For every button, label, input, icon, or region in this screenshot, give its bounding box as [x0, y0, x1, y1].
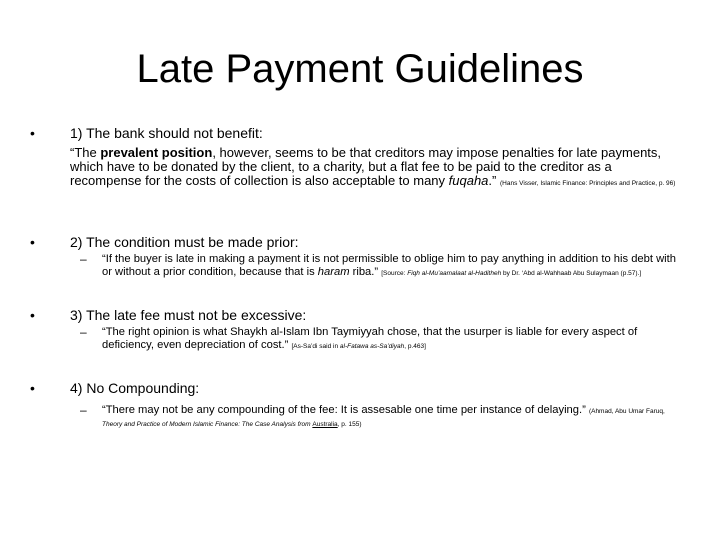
bullet: • — [30, 125, 35, 141]
point-2-citation: [Source: Fiqh al-Mu’aamalaat al-Haditheh by Dr. ‘Abd al-Wahhaab Abu Sulaymaan (p.57).] — [381, 270, 642, 277]
page-title: Late Payment Guidelines — [136, 47, 584, 91]
point-4-heading: 4) No Compounding: — [70, 380, 200, 396]
point-1-heading: 1) The bank should not benefit: — [70, 125, 263, 141]
point-4-quote: “There may not be any compounding of the fee: It is assesable one time per instance of delaying.” (Ahmad, Abu Umar Faruq, Theory and Practice of Modern Islamic Finance: The Case Analysis from Australia, p. 155) — [102, 404, 665, 428]
point-3-quote: “The right opinion is what Shaykh al-Islam Ibn Taymiyyah chose, that the usurper is liable for every aspect of deficiency, even depreciation of cost.” [As-Sa’di said in al-Fatawa as-Sa’diyah, p.463] — [102, 326, 638, 351]
bullet: • — [30, 234, 35, 250]
dash: – — [80, 252, 87, 266]
point-2-heading: 2) The condition must be made prior: — [70, 234, 299, 250]
point-4-citation: (Ahmad, Abu Umar Faruq, Theory and Practice of Modern Islamic Finance: The Case Analysis from Australia, p. 155) — [102, 408, 665, 428]
point-3-heading: 3) The late fee must not be excessive: — [70, 307, 307, 323]
point-1-citation: (Hans Visser, Islamic Finance: Principles and Practice, p. 96) — [499, 180, 676, 187]
point-3-citation: [As-Sa’di said in al-Fatawa as-Sa’diyah, p.463] — [291, 343, 426, 350]
dash: – — [80, 325, 87, 339]
bullet: • — [30, 380, 35, 396]
bullet: • — [30, 307, 35, 323]
dash: – — [80, 403, 87, 417]
point-2-quote: “If the buyer is late in making a payment it is not permissible to oblige him to pay anything in addition to his debt with or without a prior condition, because that is haram riba.” [Source: Fiqh al-Mu’aamalaat al-Haditheh by Dr. ‘Abd al-Wahhaab Abu Sulaymaan (p.57).] — [102, 253, 676, 278]
point-1-quote: “The prevalent position, however, seems to be that creditors may impose penalties for late payments, which have to be donated by the client, to a charity, but a flat fee to be paid to the creditor as a recompense for the costs of collection is also acceptable to many fuqaha.” (Hans Visser, Islamic Finance: Principles and Practice, p. 96) — [70, 145, 676, 188]
